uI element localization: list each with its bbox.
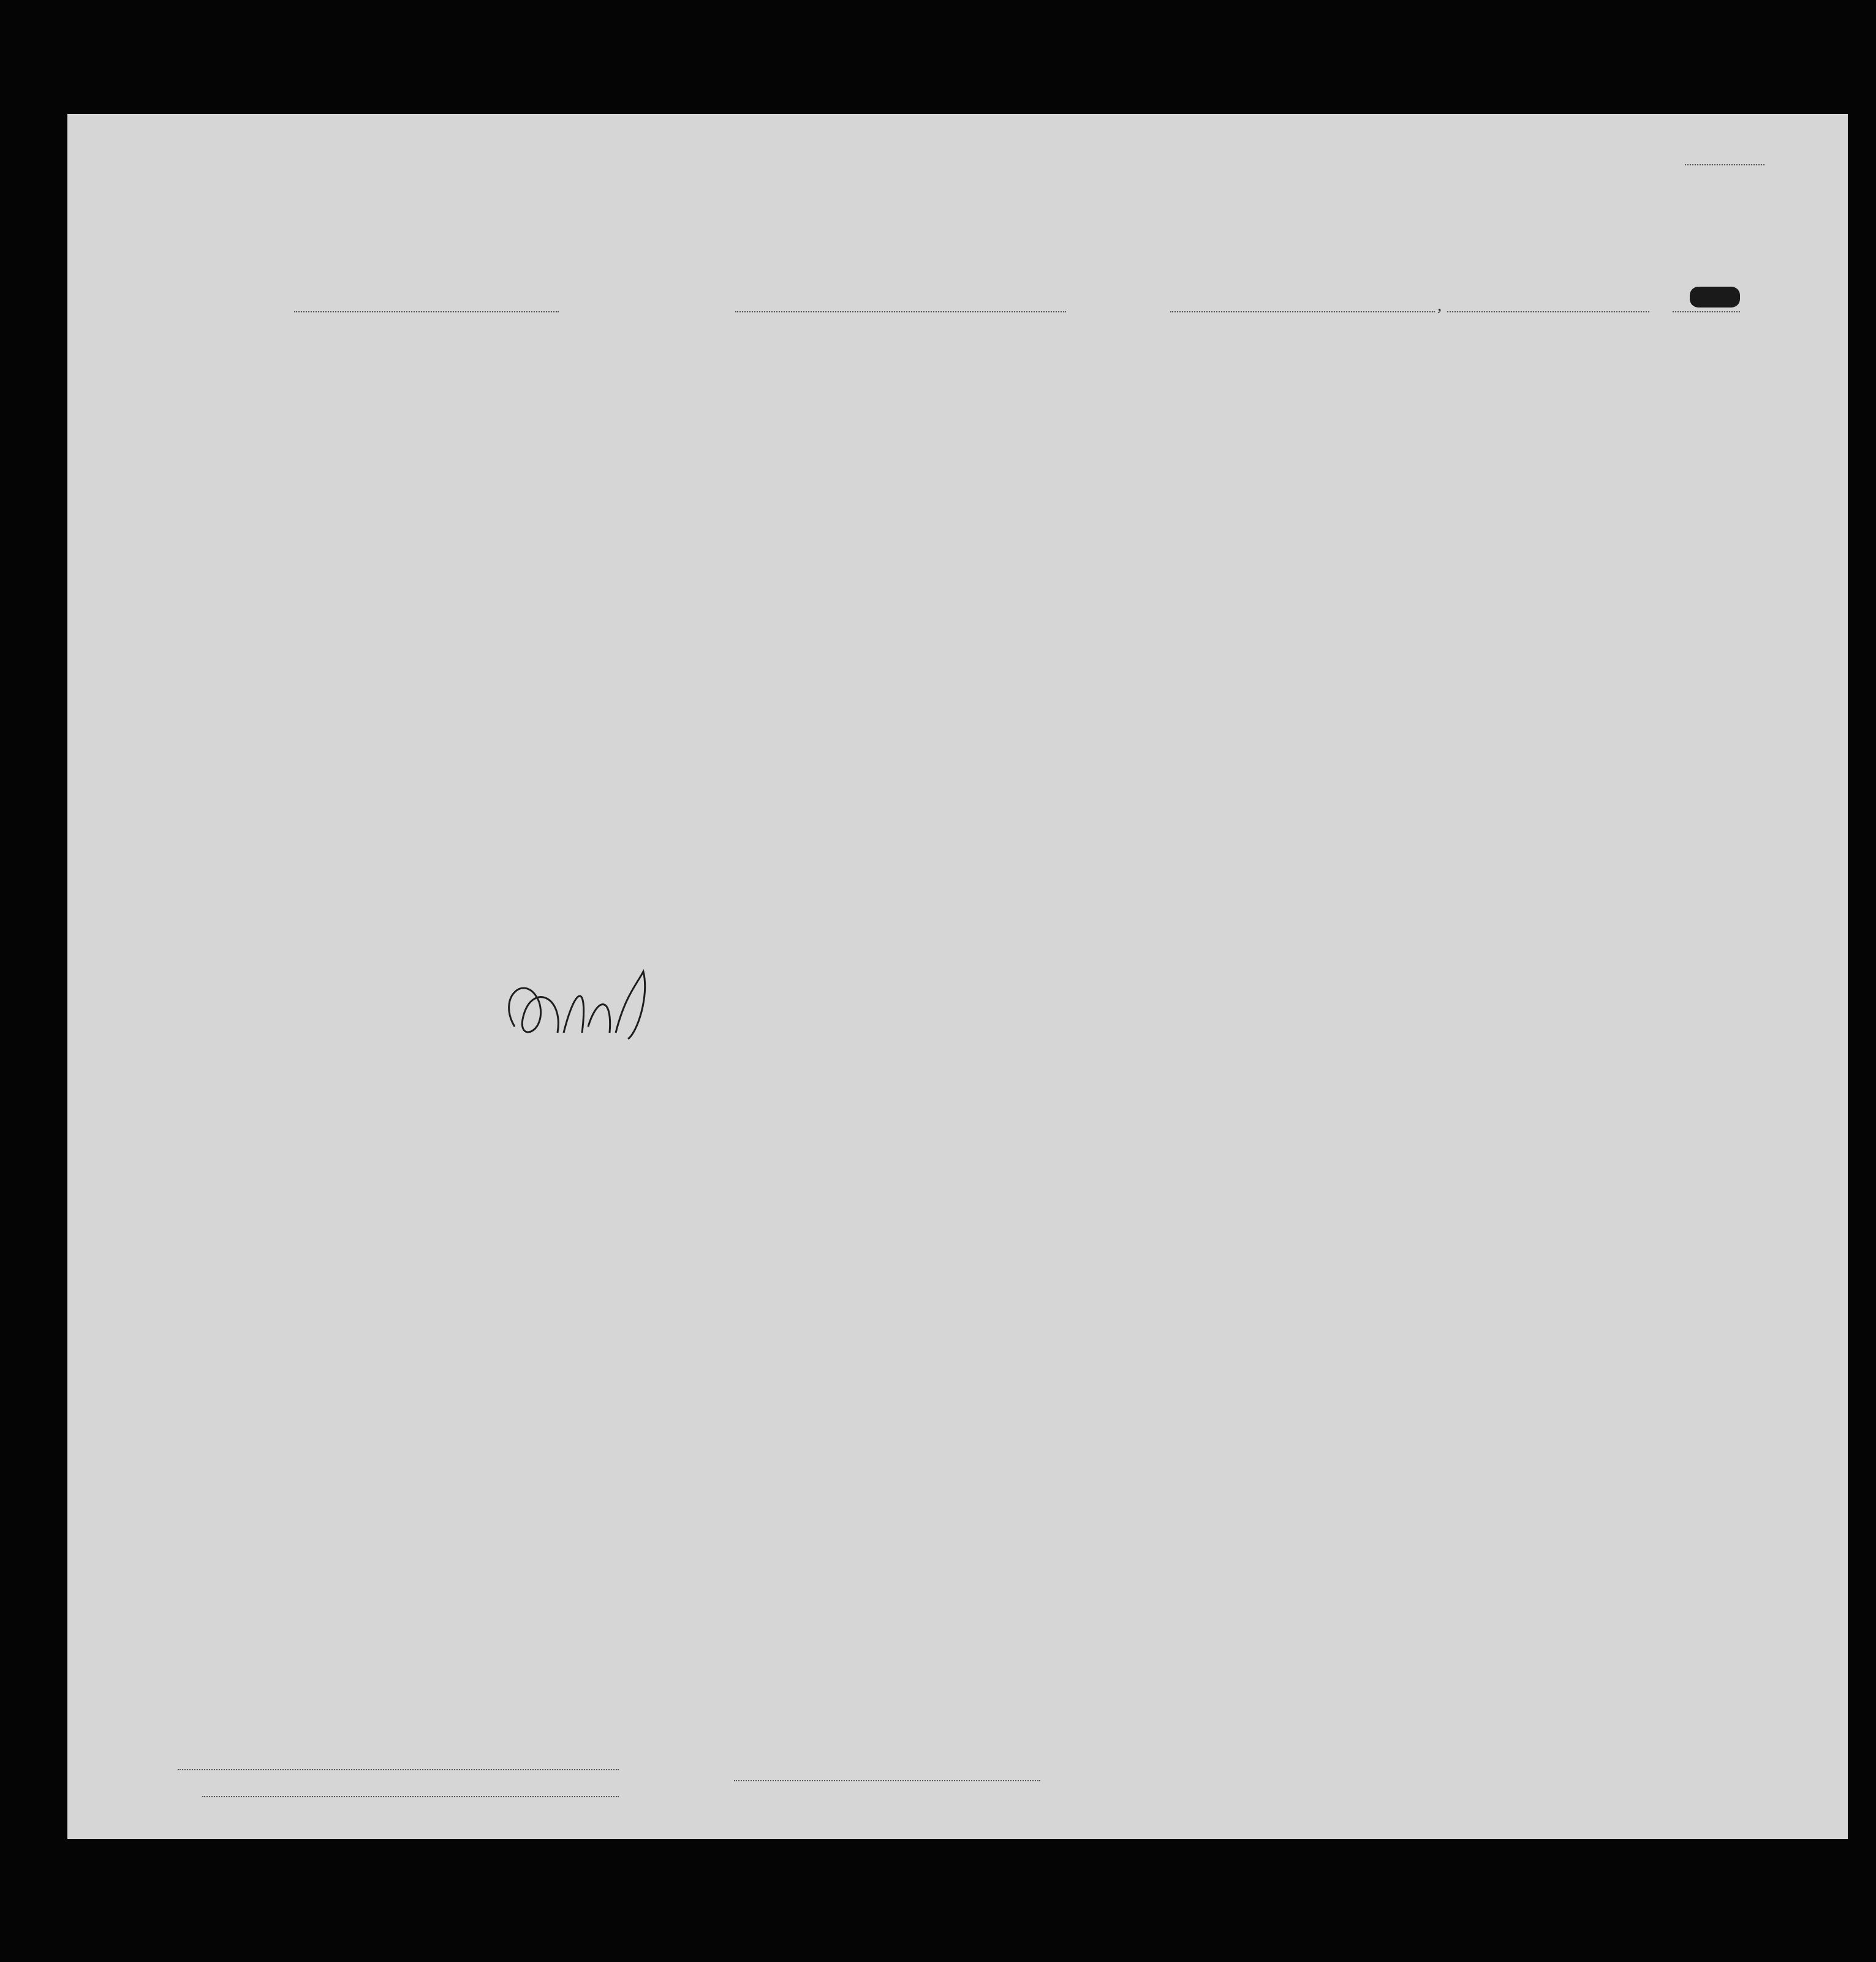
inspector-line: [734, 1780, 1040, 1781]
table-grid: [67, 114, 1848, 1839]
comma-separator: ,: [1437, 295, 1442, 315]
owners-line: [178, 1769, 619, 1770]
agent-signature: [490, 959, 662, 1057]
manifest-sheet: [67, 114, 1848, 1839]
local-agents-line: [202, 1796, 619, 1797]
